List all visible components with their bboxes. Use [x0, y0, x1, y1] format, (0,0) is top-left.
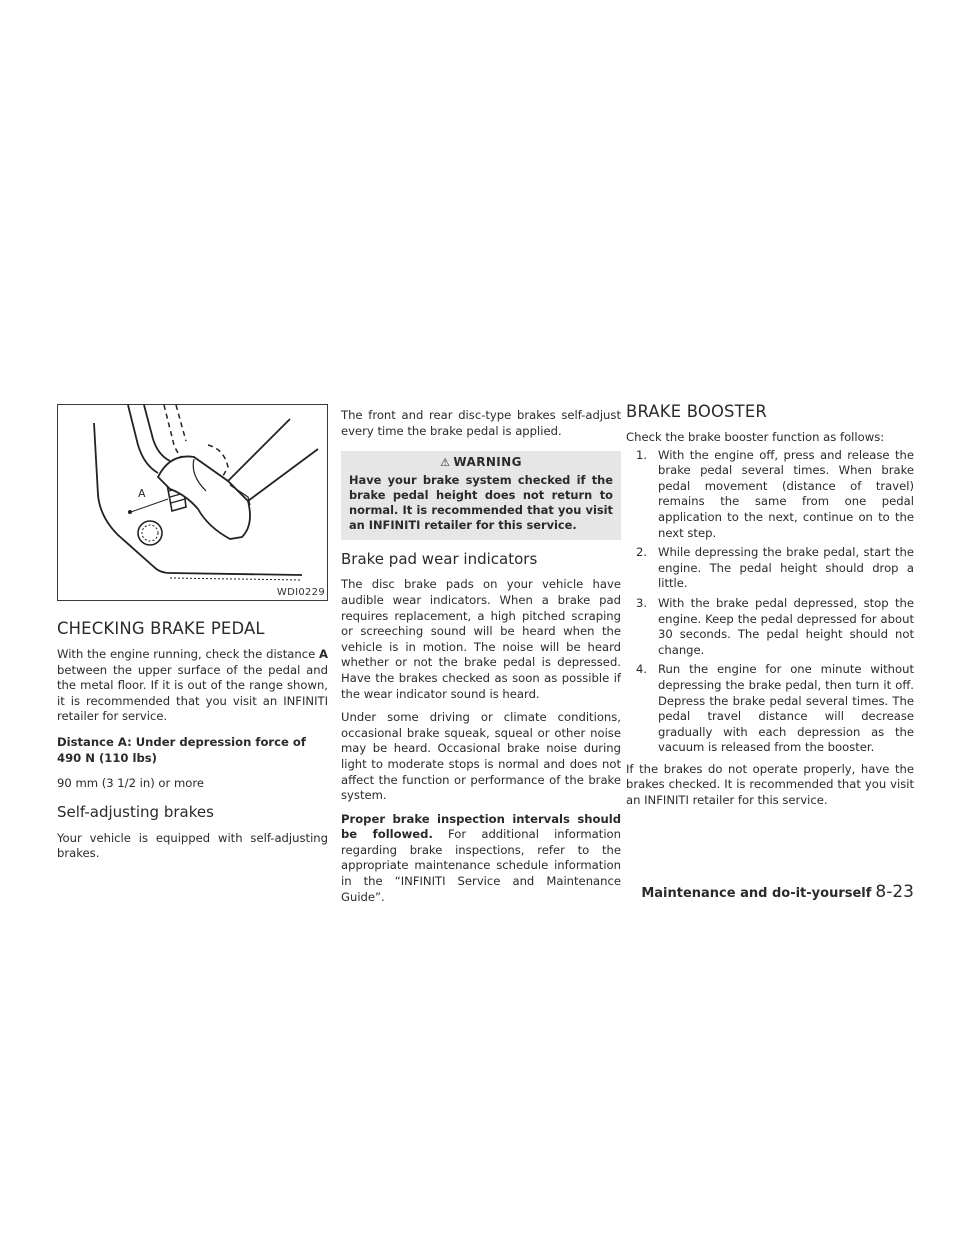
page-number: 8-23	[875, 882, 914, 902]
column-left	[57, 404, 328, 862]
booster-closing: If the brakes do not operate properly, have the brakes checked. It is recommended that you visit an INFINITI retailer for this service.	[626, 761, 914, 808]
list-item: 1. With the engine off, press and release the brake pedal several times. When brake pedal movement (distance of travel) remains the same from one pedal application to the next, continue on to the next step.	[636, 447, 914, 540]
self-adjusting-continued: The front and rear disc-type brakes self-adjust every time the brake pedal is applied.	[341, 408, 621, 438]
column-right	[626, 402, 914, 809]
footer-section-title: Maintenance and do-it-yourself	[641, 886, 872, 901]
brake-pedal-figure	[57, 404, 328, 601]
brake-pedal-illustration	[58, 405, 329, 602]
pad-wear-paragraph-1: The disc brake pads on your vehicle have audible wear indicators. When a brake pad requires replacement, a high pitched scraping or screeching sound will be heard when the vehicle is in motion. The noise will be heard whether or not the brake pedal is depressed. Have the brakes checked as soon as possible if the wear indicator sound is heard.	[341, 577, 621, 701]
heading-brake-booster: BRAKE BOOSTER	[626, 402, 768, 421]
heading-checking-brake-pedal: CHECKING BRAKE PEDAL	[57, 619, 265, 638]
warning-box	[341, 451, 621, 540]
heading-self-adjusting: Self-adjusting brakes	[57, 802, 214, 821]
warning-text: Have your brake system checked if the brake pedal height does not return to normal. It is recommended that you visit an INFINITI retailer for this service.	[349, 473, 613, 532]
distance-label: Distance A: Under depression force of 490 N (110 lbs)	[57, 734, 306, 765]
list-item: 3. With the brake pedal depressed, stop the engine. Keep the pedal depressed for about 30 seconds. The pedal height should not change.	[636, 595, 914, 657]
list-item: 4. Run the engine for one minute without depressing the brake pedal, then turn it off. Depress the brake pedal several times. The pedal travel distance will decrease gradually with each depression as the vacuum is released from the booster.	[636, 662, 914, 755]
figure-id: WDI0229	[276, 587, 325, 598]
warning-triangle-icon: ⚠	[440, 456, 451, 470]
pad-wear-paragraph-2: Under some driving or climate conditions, occasional brake squeak, squeal or other noise may be heard. Occasional brake noise during light to moderate stops is normal and does not affect the function or performance of the brake system.	[341, 710, 621, 803]
heading-pad-wear: Brake pad wear indicators	[341, 550, 538, 569]
booster-intro: Check the brake booster function as follows:	[626, 430, 885, 444]
list-item: 2. While depressing the brake pedal, start the engine. The pedal height should drop a little.	[636, 545, 914, 591]
booster-steps	[626, 448, 914, 756]
warning-title: ⚠ WARNING	[440, 455, 522, 470]
column-middle	[341, 408, 621, 905]
figure-label-a: A	[138, 487, 146, 500]
page-footer	[641, 882, 914, 902]
checking-intro-paragraph: With the engine running, check the distance A between the upper surface of the pedal and the metal floor. If it is out of the range shown, it is recommended that you visit an INFINITI retailer for service.	[57, 647, 328, 724]
distance-value: 90 mm (3 1/2 in) or more	[57, 776, 204, 791]
self-adjusting-paragraph: Your vehicle is equipped with self-adjusting brakes.	[57, 830, 328, 861]
pad-wear-paragraph-3: Proper brake inspection intervals should be followed. For additional information regarding brake inspections, refer to the appropriate maintenance schedule information in the “INFINITI Service and Maintenance Guide”.	[341, 811, 621, 904]
